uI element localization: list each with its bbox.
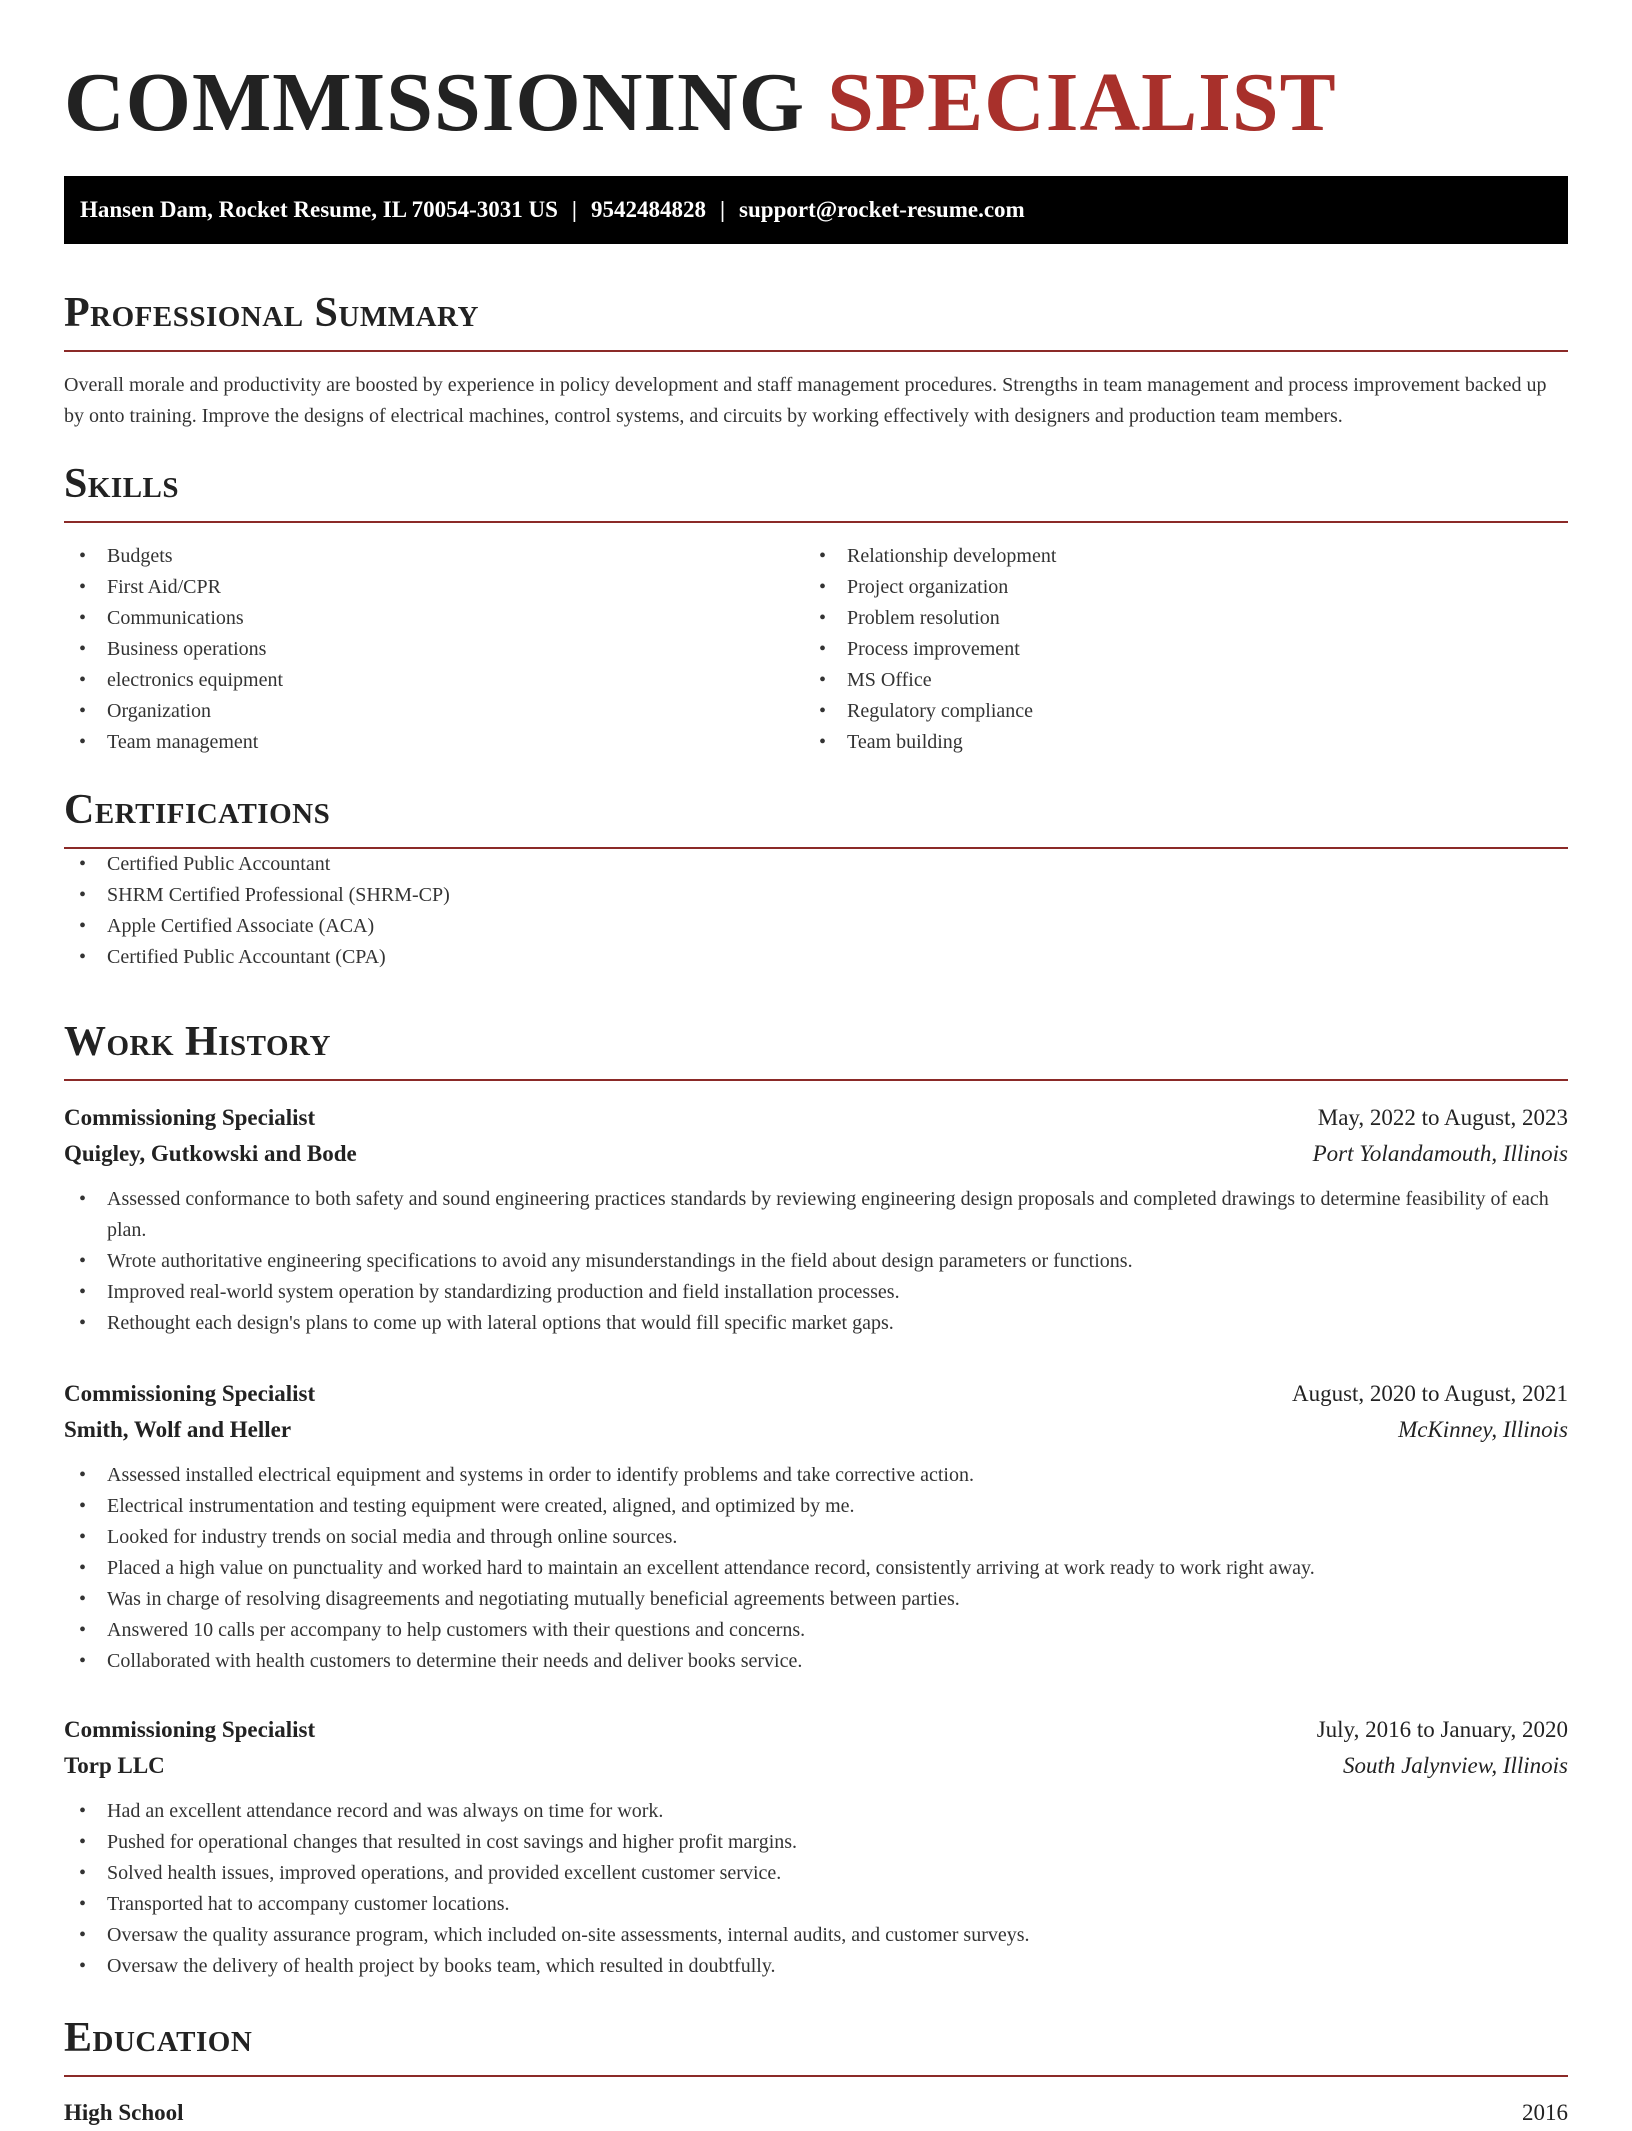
section-divider: [64, 350, 1568, 352]
skill-item: • MS Office: [804, 665, 1544, 696]
job-entry: [64, 1100, 1568, 1339]
job-duty: • Was in charge of resolving disagreements and negotiating mutually beneficial agreements between parties.: [64, 1584, 1568, 1615]
skill-item: • Project organization: [804, 572, 1544, 603]
job-entry: [64, 1376, 1568, 1677]
job-duties-list: [64, 1184, 1568, 1339]
skill-item: • electronics equipment: [64, 665, 804, 696]
certifications-heading: Certifications: [64, 787, 331, 833]
job-dates: August, 2020 to August, 2021: [1291, 1381, 1568, 1406]
summary-text: Overall morale and productivity are boosted by experience in policy development and staff management procedures. Strengths in team management and process improvement backed up by onto training. Improve the designs of electrical machines, control systems, and circuits by working effectively with designers and production team members.: [64, 374, 1547, 427]
certifications-section: [64, 785, 1568, 973]
certification-item: • Apple Certified Associate (ACA): [64, 911, 1568, 942]
job-duty: • Improved real-world system operation by standardizing production and field installation processes.: [64, 1277, 1568, 1308]
section-divider: [64, 1079, 1568, 1081]
job-dates: July, 2016 to January, 2020: [1316, 1717, 1568, 1742]
job-location: South Jalynview, Illinois: [1342, 1753, 1568, 1778]
job-title: Commissioning Specialist: [64, 1381, 316, 1406]
skill-item: • Process improvement: [804, 634, 1544, 665]
contact-bar: [64, 176, 1568, 244]
contact-separator: |: [571, 197, 577, 222]
skills-section: [64, 459, 1568, 758]
resume-name: [64, 58, 1337, 148]
skill-item: • Problem resolution: [804, 603, 1544, 634]
skills-columns: [64, 541, 1568, 758]
summary-heading: Professional Summary: [64, 290, 479, 336]
education-degree: High School: [64, 2100, 184, 2125]
job-duty: • Assessed installed electrical equipment and systems in order to identify problems and take corrective action.: [64, 1460, 1568, 1491]
skill-item: • Team management: [64, 727, 804, 758]
job-duty: • Pushed for operational changes that resulted in cost savings and higher profit margins.: [64, 1827, 1568, 1858]
contact-address: Hansen Dam, Rocket Resume, IL 70054-3031 US: [80, 197, 558, 222]
education-heading: Education: [64, 2015, 253, 2061]
education-year: 2016: [1522, 2100, 1568, 2125]
job-duty: • Placed a high value on punctuality and worked hard to maintain an excellent attendance record, consistently arriving at work ready to work right away.: [64, 1553, 1568, 1584]
education-section: [64, 2013, 1568, 2131]
job-duty: • Solved health issues, improved operations, and provided excellent customer service.: [64, 1858, 1568, 1889]
job-title: Commissioning Specialist: [64, 1717, 316, 1742]
skill-item: • Budgets: [64, 541, 804, 572]
section-divider: [64, 521, 1568, 523]
job-duty: • Oversaw the quality assurance program, which included on-site assessments, internal audits, and customer surveys.: [64, 1920, 1568, 1951]
job-duties-list: [64, 1796, 1568, 1982]
job-duty: • Looked for industry trends on social media and through online sources.: [64, 1522, 1568, 1553]
job-duty: • Transported hat to accompany customer locations.: [64, 1889, 1568, 1920]
job-dates: May, 2022 to August, 2023: [1317, 1105, 1568, 1130]
contact-separator: |: [719, 197, 726, 222]
contact-email: support@rocket-resume.com: [739, 197, 1025, 222]
certifications-list: [64, 849, 1568, 973]
job-entry: [64, 1712, 1568, 1982]
skill-item: • First Aid/CPR: [64, 572, 804, 603]
certification-item: • Certified Public Accountant: [64, 849, 1568, 880]
job-duties-list: [64, 1460, 1568, 1677]
name-last: SPECIALIST: [827, 56, 1337, 149]
job-duty: • Rethought each design's plans to come up with lateral options that would fill specific market gaps.: [64, 1308, 1568, 1339]
skills-list-left: [64, 541, 804, 758]
job-duty: • Wrote authoritative engineering specifications to avoid any misunderstandings in the field about design parameters or functions.: [64, 1246, 1568, 1277]
job-duty: • Oversaw the delivery of health project by books team, which resulted in doubtfully.: [64, 1951, 1568, 1982]
job-duty: • Assessed conformance to both safety and sound engineering practices standards by reviewing engineering design proposals and completed drawings to determine feasibility of each plan.: [64, 1184, 1568, 1246]
section-divider: [64, 2075, 1568, 2077]
job-company: Torp LLC: [64, 1753, 165, 1778]
job-company: Quigley, Gutkowski and Bode: [64, 1141, 357, 1166]
certification-item: • SHRM Certified Professional (SHRM-CP): [64, 880, 1568, 911]
job-company: Smith, Wolf and Heller: [64, 1417, 292, 1442]
certification-item: • Certified Public Accountant (CPA): [64, 942, 1568, 973]
summary-section: [64, 288, 1568, 432]
job-duty: • Collaborated with health customers to determine their needs and deliver books service.: [64, 1646, 1568, 1677]
job-duty: • Answered 10 calls per accompany to help customers with their questions and concerns.: [64, 1615, 1568, 1646]
name-first: COMMISSIONING: [64, 56, 806, 149]
job-duty: • Had an excellent attendance record and was always on time for work.: [64, 1796, 1568, 1827]
job-location: McKinney, Illinois: [1398, 1417, 1568, 1442]
work-history-section: [64, 1017, 1568, 1081]
skill-item: • Business operations: [64, 634, 804, 665]
job-duty: • Electrical instrumentation and testing equipment were created, aligned, and optimized by me.: [64, 1491, 1568, 1522]
job-title: Commissioning Specialist: [64, 1105, 316, 1130]
job-location: Port Yolandamouth, Illinois: [1312, 1141, 1568, 1166]
skills-list-right: [804, 541, 1544, 758]
skill-item: • Organization: [64, 696, 804, 727]
skill-item: • Communications: [64, 603, 804, 634]
contact-phone: 9542484828: [590, 197, 706, 222]
skill-item: • Regulatory compliance: [804, 696, 1544, 727]
skill-item: • Team building: [804, 727, 1544, 758]
skill-item: • Relationship development: [804, 541, 1544, 572]
skills-heading: Skills: [64, 461, 180, 507]
work-history-heading: Work History: [64, 1019, 331, 1065]
